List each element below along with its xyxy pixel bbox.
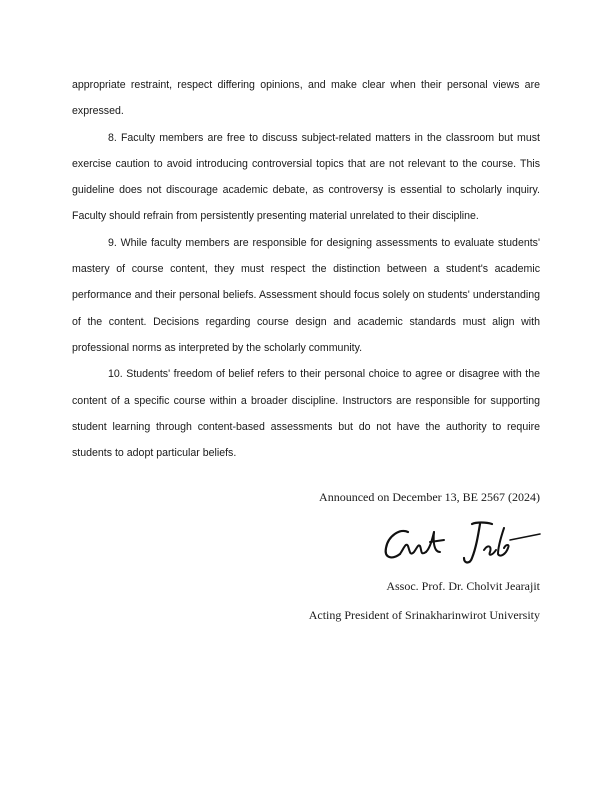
signer-title: Acting President of Srinakharinwirot University	[308, 608, 540, 622]
signature-image	[380, 518, 542, 568]
paragraph-8: 8. Faculty members are free to discuss subject-related matters in the classroom but must exercise caution to avoid introducing controversial topics that are not relevant to the course. This guideline does not discourage academic debate, as controversy is essential to scholarly inquiry. Faculty should refrain from persistently presenting material unrelated to their discipline.	[72, 131, 540, 223]
paragraph-7-continuation: appropriate restraint, respect differing opinions, and make clear when their personal views are expressed.	[72, 79, 540, 118]
paragraph-10: 10. Students' freedom of belief refers to their personal choice to agree or disagree with the content of a specific course within a broader discipline. Instructors are responsible for supporting student learning through content-based assessments but do not have the authority to require students to adopt particular beliefs.	[72, 368, 540, 460]
body-text	[72, 72, 540, 466]
paragraph-9: 9. While faculty members are responsible for designing assessments to evaluate students' mastery of course content, they must respect the distinction between a student's academic performance and their personal beliefs. Assessment should focus solely on students' understanding of the content. Decisions regarding course design and academic standards must align with professional norms as interpreted by the scholarly community.	[72, 236, 540, 354]
signer-name: Assoc. Prof. Dr. Cholvit Jearajit	[386, 579, 540, 593]
announcement-date: Announced on December 13, BE 2567 (2024)	[319, 490, 540, 504]
